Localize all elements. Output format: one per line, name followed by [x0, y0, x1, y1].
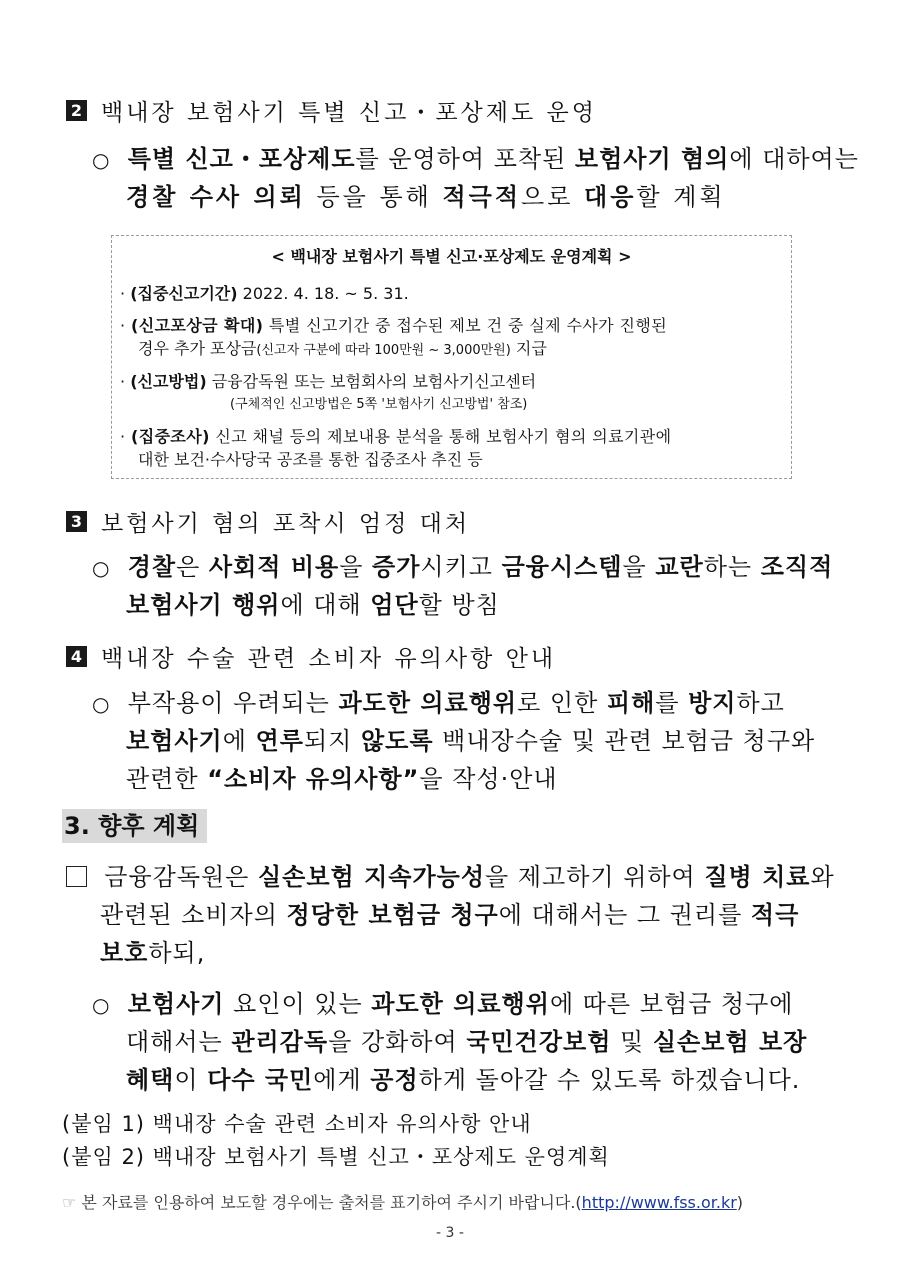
- item-label: (신고포상금 확대): [131, 316, 264, 335]
- text: 하고: [736, 689, 785, 717]
- future-line-2: [100, 898, 799, 932]
- box-item-3: [120, 370, 536, 393]
- citation-note: [62, 1190, 743, 1213]
- section-number-box: 3: [66, 511, 87, 532]
- text: 되지: [303, 727, 361, 755]
- text: 을 제고하기 위하여: [485, 863, 705, 891]
- box-item-3-cont: (구체적인 신고방법은 5쪽 '보험사기 신고방법' 참조): [230, 397, 528, 412]
- emph: 보호: [100, 939, 149, 967]
- emph: 적극: [750, 901, 800, 929]
- note-text: 본 자료를 인용하여 보도할 경우에는 출처를 표기하여 주시기 바랍니다.(: [76, 1193, 582, 1212]
- item-small-text: (신고자 구분에 따라 100만원 ~ 3,000만원): [256, 343, 511, 358]
- emph: 적극적: [442, 183, 522, 211]
- text: 에 따른 보험금 청구에: [549, 990, 794, 1018]
- section-4-heading: [66, 640, 556, 673]
- s4-paragraph-line-1: [92, 686, 785, 720]
- text: 등을 통해: [305, 183, 443, 211]
- dot: ·: [120, 372, 126, 391]
- text: 할 계획: [636, 183, 726, 211]
- s4-paragraph-line-3: [126, 762, 558, 796]
- box-item-4: [120, 425, 672, 448]
- emph: 보험사기: [127, 990, 225, 1018]
- item-text: 경우 추가 포상금: [138, 339, 257, 358]
- text: 를: [655, 689, 689, 717]
- emph: 국민건강보험: [466, 1028, 612, 1056]
- emph: “소비자 유의사항”: [207, 765, 420, 793]
- s2-paragraph-line-1: [92, 142, 859, 176]
- s3-paragraph-line-2: [126, 588, 500, 622]
- emph: 교란: [655, 553, 704, 581]
- future-plan-title: 3. 향후 계획: [62, 809, 207, 843]
- text: 에 대해서는 그 권리를: [498, 901, 751, 929]
- page-number: - 3 -: [436, 1225, 464, 1241]
- text: 하는: [703, 553, 761, 581]
- attachment-2: (붙임 2) 백내장 보험사기 특별 신고・포상제도 운영계획: [62, 1145, 610, 1169]
- emph: 금융시스템: [501, 553, 623, 581]
- text: 은: [176, 553, 209, 581]
- box-item-1: [120, 282, 409, 305]
- emph: 증가: [372, 553, 421, 581]
- emph: 정당한 보험금 청구: [286, 901, 499, 929]
- text: 대해서는: [126, 1028, 232, 1056]
- emph: 공정: [370, 1066, 419, 1094]
- text: 에게: [313, 1066, 371, 1094]
- emph: 연루: [255, 727, 304, 755]
- emph: 대응: [584, 183, 637, 211]
- emph: 관리감독: [231, 1028, 329, 1056]
- text: 을: [622, 553, 656, 581]
- item-text: 신고 채널 등의 제보내용 분석을 통해 보험사기 혐의 의료기관에: [209, 427, 672, 446]
- item-label: (신고방법): [130, 372, 207, 391]
- section-3-title: 보험사기 혐의 포착시 엄정 대처: [101, 511, 471, 537]
- section-number-box: 4: [66, 646, 87, 667]
- note-text: ): [736, 1193, 744, 1212]
- emph: 실손보험 지속가능성: [258, 863, 486, 891]
- emph: 특별 신고・포상제도: [127, 145, 356, 173]
- emph: 과도한 의료행위: [371, 990, 550, 1018]
- emph: 과도한 의료행위: [338, 689, 518, 717]
- emph: 방지: [688, 689, 737, 717]
- section-number-box: 2: [66, 100, 87, 121]
- emph: 보험사기 혐의: [574, 145, 730, 173]
- emph: 질병 치료: [704, 863, 811, 891]
- fss-link[interactable]: http://www.fss.or.kr: [581, 1193, 737, 1212]
- emph: 피해: [606, 689, 656, 717]
- text: 시키고: [420, 553, 502, 581]
- emph: 경찰: [127, 553, 177, 581]
- attachment-1: (붙임 1) 백내장 수술 관련 소비자 유의사항 안내: [62, 1112, 532, 1136]
- emph: 실손보험 보장: [652, 1028, 808, 1056]
- item-label: (집중신고기간): [130, 284, 238, 303]
- pointing-hand-icon: ☞: [62, 1193, 77, 1212]
- future-line-1: [66, 860, 835, 894]
- section-3-heading: [66, 505, 470, 538]
- emph: 엄단: [370, 591, 419, 619]
- box-item-2-cont: [138, 337, 547, 362]
- item-text: 금융감독원 또는 보험회사의 보험사기신고센터: [206, 372, 537, 391]
- checkbox-square-icon: [66, 866, 87, 887]
- emph: 다수 국민: [207, 1066, 314, 1094]
- text: 백내장수술 및 관련 보험금 청구와: [433, 727, 816, 755]
- circle-bullet: ○: [92, 692, 111, 716]
- item-text: 2022. 4. 18. ~ 5. 31.: [237, 284, 409, 303]
- emph: 혜택: [126, 1066, 175, 1094]
- text: 관련한: [126, 765, 208, 793]
- s2-paragraph-line-2: [126, 180, 726, 214]
- future-sub-line-1: [92, 987, 793, 1021]
- emph: 경찰 수사 의뢰: [126, 183, 306, 211]
- circle-bullet: ○: [92, 993, 111, 1017]
- item-label: (집중조사): [131, 427, 210, 446]
- box-item-2: [120, 314, 667, 337]
- dot: ·: [120, 427, 126, 446]
- future-line-3: [100, 936, 205, 970]
- text: 금융감독원은: [104, 863, 258, 891]
- box-item-4-cont: 대한 보건·수사당국 공조를 통한 집중조사 추진 등: [138, 450, 483, 469]
- text: 로 인한: [517, 689, 607, 717]
- text: 관련된 소비자의: [100, 901, 287, 929]
- text: 이: [174, 1066, 208, 1094]
- text: 을 강화하여: [328, 1028, 467, 1056]
- section-2-title: 백내장 보험사기 특별 신고・포상제도 운영: [101, 100, 597, 126]
- section-4-title: 백내장 수술 관련 소비자 유의사항 안내: [101, 646, 557, 672]
- item-text: 지급: [510, 339, 547, 358]
- circle-bullet: ○: [92, 148, 111, 172]
- text: 을 작성·안내: [419, 765, 558, 793]
- s4-paragraph-line-2: [126, 724, 815, 758]
- emph: 사회적 비용: [208, 553, 340, 581]
- text: 에 대해: [280, 591, 371, 619]
- dot: ·: [120, 284, 126, 303]
- operation-plan-box: [111, 235, 792, 479]
- text: 에 대하여는: [729, 145, 859, 173]
- text: 요인이 있는: [224, 990, 372, 1018]
- text: 를 운영하여 포착된: [355, 145, 575, 173]
- text: 및: [611, 1028, 653, 1056]
- emph: 조직적: [760, 553, 834, 581]
- dot: ·: [120, 316, 126, 335]
- section-2-heading: [66, 94, 597, 127]
- text: 할 방침: [418, 591, 500, 619]
- box-title: < 백내장 보험사기 특별 신고·포상제도 운영계획 >: [271, 247, 632, 266]
- emph: 않도록: [360, 727, 434, 755]
- text: 하되,: [148, 939, 206, 967]
- future-sub-line-3: [126, 1063, 800, 1097]
- text: 하게 돌아갈 수 있도록 하겠습니다.: [418, 1066, 801, 1094]
- s3-paragraph-line-1: [92, 550, 833, 584]
- item-text: 특별 신고기간 중 접수된 제보 건 중 실제 수사가 진행된: [263, 316, 668, 335]
- text: 을: [339, 553, 373, 581]
- circle-bullet: ○: [92, 556, 111, 580]
- text: 에: [222, 727, 256, 755]
- emph: 보험사기: [126, 727, 223, 755]
- text: 으로: [521, 183, 585, 211]
- emph: 보험사기 행위: [126, 591, 281, 619]
- text: 와: [810, 863, 835, 891]
- future-sub-line-2: [126, 1025, 807, 1059]
- text: 부작용이 우려되는: [127, 689, 339, 717]
